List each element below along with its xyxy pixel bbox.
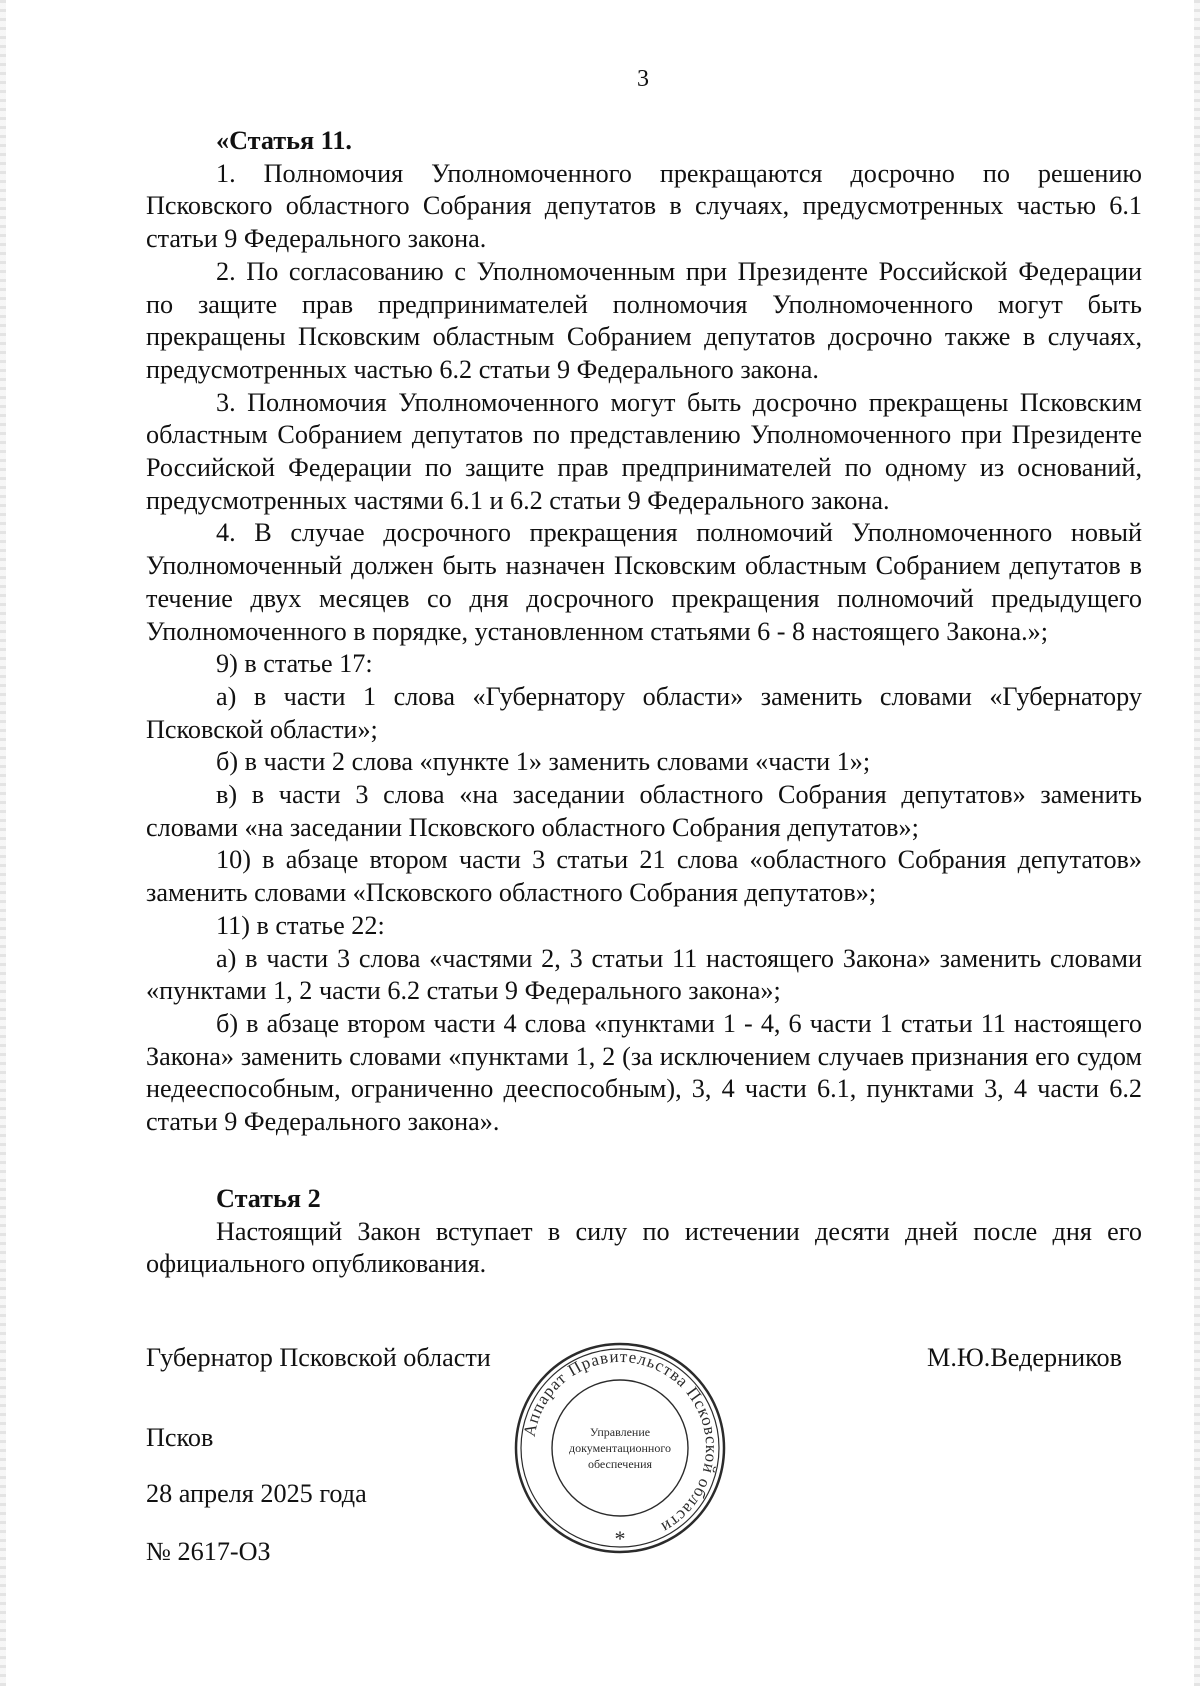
paragraph: в) в части 3 слова «на заседании областного Собрания депутатов» заменить словами «на заседании Псковского областного Собрания депутатов»; [146,780,1142,842]
section-gap [146,1139,1142,1183]
paragraph: 11) в статье 22: [216,910,385,940]
scan-edge-right [1194,0,1200,1686]
law-number: № 2617-ОЗ [146,1537,271,1566]
official-seal-icon [512,1340,728,1556]
seal-star: * [614,1526,626,1551]
date-of-signing: 28 апреля 2025 года [146,1479,367,1508]
signatory-title: Губернатор Псковской области [146,1343,491,1372]
seal-outer-text: Аппарат Правительства Псковской области [519,1346,722,1538]
article-heading: «Статья 11. [216,126,352,155]
article-heading: Статья 2 [216,1183,321,1213]
paragraph: 3. Полномочия Уполномоченного могут быть досрочно прекращены Псковским областным Собранием депутатов по представлению Уполномоченного при Президенте Российской Федерации по защите прав предпринимателей по одному из оснований, предусмотренных частями 6.1 и 6.2 статьи 9 Федерального закона. [146,387,1142,515]
paragraph: б) в абзаце втором части 4 слова «пунктами 1 - 4, 6 части 1 статьи 11 настоящего Закона» заменить словами «пунктами 1, 2 (за исключением случаев признания его судом недееспособным, ограниченно дееспособным), 3, 4 части 6.1, пунктами 3, 4 части 6.2 статьи 9 Федерального закона». [146,1008,1142,1137]
paragraph: б) в части 2 слова «пункте 1» заменить словами «части 1»; [216,747,871,777]
seal-inner-line-1: Управление [589,1425,651,1439]
paragraph: 9) в статье 17: [216,649,373,679]
signatory-name: М.Ю.Ведерников [927,1343,1122,1372]
paragraph: 10) в абзаце втором части 3 статьи 21 слова «областного Собрания депутатов» заменить словами «Псковского областного Собрания депутатов»; [146,845,1142,908]
paragraph: 1. Полномочия Уполномоченного прекращаются досрочно по решению Псковского областного Собрания депутатов в случаях, предусмотренных частью 6.1 статьи 9 Федерального закона. [146,158,1142,254]
paragraph: а) в части 1 слова «Губернатору области» заменить словами «Губернатору Псковской области»; [146,681,1142,744]
paragraph: 2. По согласованию с Уполномоченным при Президенте Российской Федерации по защите прав предпринимателей полномочия Уполномоченного могут быть прекращены Псковским областным Собранием депутатов досрочно также в случаях, предусмотренных частью 6.2 статьи 9 Федерального закона. [146,256,1142,384]
scan-edge-left [0,0,6,1686]
seal-inner-line-2: документационного [569,1441,671,1455]
paragraph: Настоящий Закон вступает в силу по истечении десяти дней после дня его официального опубликования. [146,1216,1142,1279]
paragraph: а) в части 3 слова «частями 2, 3 статьи 11 настоящего Закона» заменить словами «пунктами 1, 2 части 6.2 статьи 9 Федерального закона»; [146,943,1142,1006]
document-body [146,125,1142,1281]
official-seal-stamp [512,1340,728,1556]
place-of-signing: Псков [146,1423,214,1452]
paragraph: 4. В случае досрочного прекращения полномочий Уполномоченного новый Уполномоченный должен быть назначен Псковским областным Собранием депутатов в течение двух месяцев со дня досрочного прекращения полномочий предыдущего Уполномоченного в порядке, установленном статьями 6 - 8 настоящего Закона.»; [146,518,1142,646]
seal-inner-line-3: обеспечения [587,1457,653,1471]
page-number: 3 [637,66,649,92]
